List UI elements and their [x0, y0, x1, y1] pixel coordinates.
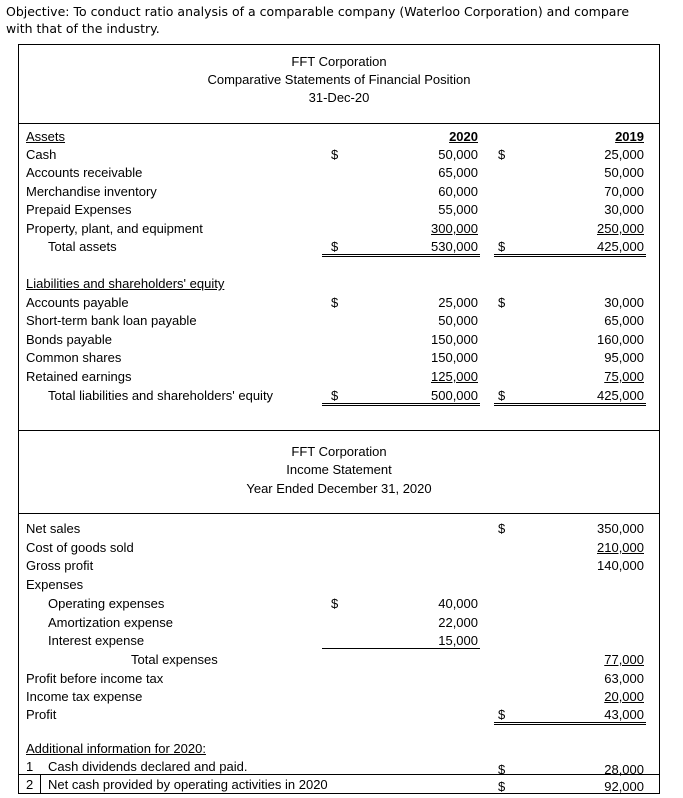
- asset-2020-ar: 65,000: [438, 165, 478, 180]
- liab-2019-total: 425,000: [597, 388, 644, 403]
- is-label-interest: Interest expense: [48, 633, 145, 648]
- additional-cur-1: $: [498, 762, 506, 777]
- asset-cur-cash: $: [331, 147, 339, 162]
- asset-label-prepaid: Prepaid Expenses: [26, 202, 132, 217]
- objective-text: Objective: To conduct ratio analysis of a comparable company (Waterloo Corporation) and compare with that of the industry.: [6, 4, 630, 36]
- is-value-opex: 40,000: [438, 596, 478, 611]
- additional-label-1: Cash dividends declared and paid.: [48, 759, 248, 774]
- asset-2019-ar: 50,000: [604, 165, 644, 180]
- liab-2020-ap: 25,000: [438, 295, 478, 310]
- is-label-opex: Operating expenses: [48, 596, 165, 611]
- is-value-interest: 15,000: [438, 633, 478, 648]
- col-2020-header: 2020: [449, 129, 478, 144]
- is-label-expenses: Expenses: [26, 577, 84, 592]
- is-period: Year Ended December 31, 2020: [246, 481, 432, 496]
- liab-label-common: Common shares: [26, 350, 122, 365]
- is-value-cogs: 210,000: [597, 540, 644, 555]
- is-value-tax: 20,000: [604, 689, 644, 704]
- additional-value-1: 28,000: [604, 762, 644, 777]
- col-2019-header: 2019: [615, 129, 644, 144]
- liab-label-bankloan: Short-term bank loan payable: [26, 313, 197, 328]
- additional-label-2: Net cash provided by operating activities in 2020: [48, 777, 328, 792]
- liab-cur2-ap: $: [498, 295, 506, 310]
- liab-2020-bankloan: 50,000: [438, 313, 478, 328]
- additional-heading: Additional information for 2020:: [26, 741, 206, 756]
- asset-2020-cash: 50,000: [438, 147, 478, 162]
- additional-value-2: 92,000: [604, 779, 644, 794]
- additional-num-divider: [40, 774, 41, 794]
- is-cur-net-sales: $: [498, 521, 506, 536]
- liab-cur2-total: $: [498, 388, 506, 403]
- liab-2020-retained: 125,000: [431, 369, 478, 384]
- asset-2020-prepaid: 55,000: [438, 202, 478, 217]
- is-value-profit: 43,000: [604, 707, 644, 722]
- liabilities-heading: Liabilities and shareholders' equity: [26, 276, 225, 291]
- asset-label-ar: Accounts receivable: [26, 165, 143, 180]
- liab-2020-common: 150,000: [431, 350, 478, 365]
- asset-2020-total: 530,000: [431, 239, 478, 254]
- is-cur-profit: $: [498, 707, 506, 722]
- is-value-net-sales: 350,000: [597, 521, 644, 536]
- sfp-title: Comparative Statements of Financial Position: [207, 72, 471, 87]
- asset-2020-inventory: 60,000: [438, 184, 478, 199]
- asset-2019-total: 425,000: [597, 239, 644, 254]
- liab-2019-common: 95,000: [604, 350, 644, 365]
- asset-cur2-cash: $: [498, 147, 506, 162]
- is-value-amort: 22,000: [438, 615, 478, 630]
- is-title: Income Statement: [286, 462, 392, 477]
- liab-cur-ap: $: [331, 295, 339, 310]
- is-label-gross-profit: Gross profit: [26, 558, 94, 573]
- asset-2020-ppe: 300,000: [431, 221, 478, 236]
- asset-cur-total: $: [331, 239, 339, 254]
- liab-2019-bonds: 160,000: [597, 332, 644, 347]
- additional-num-2: 2: [26, 777, 34, 792]
- additional-num-1: 1: [26, 759, 34, 774]
- is-value-pbt: 63,000: [604, 671, 644, 686]
- liab-2020-total: 500,000: [431, 388, 478, 403]
- is-value-total-expenses: 77,000: [604, 652, 644, 667]
- liab-cur-total: $: [331, 388, 339, 403]
- assets-heading: Assets: [26, 129, 66, 144]
- is-label-amort: Amortization expense: [48, 615, 174, 630]
- asset-label-cash: Cash: [26, 147, 57, 162]
- asset-2019-ppe: 250,000: [597, 221, 644, 236]
- is-label-net-sales: Net sales: [26, 521, 81, 536]
- asset-label-inventory: Merchandise inventory: [26, 184, 157, 199]
- expenses-subtotal-line: [322, 632, 480, 649]
- asset-label-total: Total assets: [48, 239, 117, 254]
- is-label-total-expenses: Total expenses: [131, 652, 218, 667]
- liab-2020-bonds: 150,000: [431, 332, 478, 347]
- sfp-company: FFT Corporation: [291, 54, 387, 69]
- liab-label-bonds: Bonds payable: [26, 332, 113, 347]
- asset-label-ppe: Property, plant, and equipment: [26, 221, 203, 236]
- liab-label-retained: Retained earnings: [26, 369, 132, 384]
- asset-2019-cash: 25,000: [604, 147, 644, 162]
- is-label-profit: Profit: [26, 707, 57, 722]
- is-label-tax: Income tax expense: [26, 689, 143, 704]
- is-value-gross-profit: 140,000: [597, 558, 644, 573]
- asset-2019-prepaid: 30,000: [604, 202, 644, 217]
- liab-label-total: Total liabilities and shareholders' equity: [48, 388, 274, 403]
- asset-2019-inventory: 70,000: [604, 184, 644, 199]
- liab-2019-bankloan: 65,000: [604, 313, 644, 328]
- is-label-cogs: Cost of goods sold: [26, 540, 134, 555]
- asset-cur2-total: $: [498, 239, 506, 254]
- is-cur-opex: $: [331, 596, 339, 611]
- additional-cur-2: $: [498, 779, 506, 794]
- liab-2019-retained: 75,000: [604, 369, 644, 384]
- is-label-pbt: Profit before income tax: [26, 671, 164, 686]
- sfp-date: 31-Dec-20: [308, 90, 370, 105]
- is-company: FFT Corporation: [291, 444, 387, 459]
- liab-2019-ap: 30,000: [604, 295, 644, 310]
- liab-label-ap: Accounts payable: [26, 295, 129, 310]
